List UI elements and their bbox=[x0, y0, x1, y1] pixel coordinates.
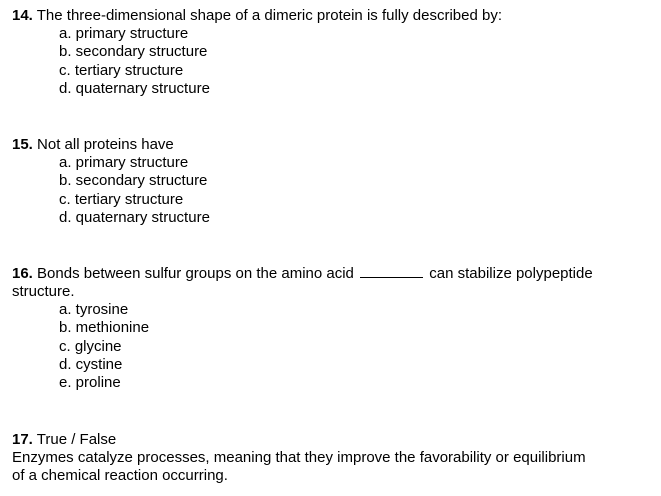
answer-option-b: b. secondary structure bbox=[59, 172, 208, 190]
statement-line-1: Enzymes catalyze processes, meaning that they improve the favorability or equilibrium bbox=[12, 449, 586, 466]
answer-option-e: e. proline bbox=[59, 374, 121, 392]
question-text-before-blank: Bonds between sulfur groups on the amino acid bbox=[37, 265, 354, 282]
answer-option-a: a. primary structure bbox=[59, 154, 189, 171]
answer-option-c: c. glycine bbox=[59, 337, 122, 355]
question-17 bbox=[12, 431, 652, 485]
question-16 bbox=[12, 265, 652, 392]
question-text: True / False bbox=[36, 431, 117, 448]
question-14 bbox=[12, 7, 652, 98]
statement-line-2: of a chemical reaction occurring. bbox=[12, 467, 228, 484]
answer-options bbox=[12, 154, 652, 227]
question-number: 17. bbox=[12, 431, 33, 448]
answer-option-a: a. tyrosine bbox=[59, 301, 129, 318]
question-number: 16. bbox=[12, 265, 33, 282]
question-15 bbox=[12, 136, 652, 227]
answer-option-d: d. cystine bbox=[59, 355, 123, 373]
question-stem bbox=[12, 7, 652, 25]
question-text: The three-dimensional shape of a dimeric protein is fully described by: bbox=[36, 7, 502, 24]
answer-option-b: b. secondary structure bbox=[59, 43, 208, 61]
question-stem bbox=[12, 431, 652, 449]
answer-options bbox=[12, 301, 652, 392]
answer-option-d: d. quaternary structure bbox=[59, 208, 210, 226]
answer-options bbox=[12, 25, 652, 98]
answer-option-a: a. primary structure bbox=[59, 25, 189, 42]
fill-in-blank bbox=[360, 265, 423, 278]
question-number: 15. bbox=[12, 136, 33, 153]
question-stem bbox=[12, 136, 652, 154]
answer-option-c: c. tertiary structure bbox=[59, 190, 184, 208]
answer-option-c: c. tertiary structure bbox=[59, 61, 184, 79]
question-text-after-blank: can stabilize polypeptide bbox=[429, 265, 593, 282]
question-text: Not all proteins have bbox=[37, 136, 174, 153]
question-number: 14. bbox=[12, 7, 33, 24]
answer-option-d: d. quaternary structure bbox=[59, 79, 210, 97]
question-stem bbox=[12, 265, 652, 283]
answer-option-b: b. methionine bbox=[59, 319, 150, 337]
question-text-continued: structure. bbox=[12, 283, 75, 300]
